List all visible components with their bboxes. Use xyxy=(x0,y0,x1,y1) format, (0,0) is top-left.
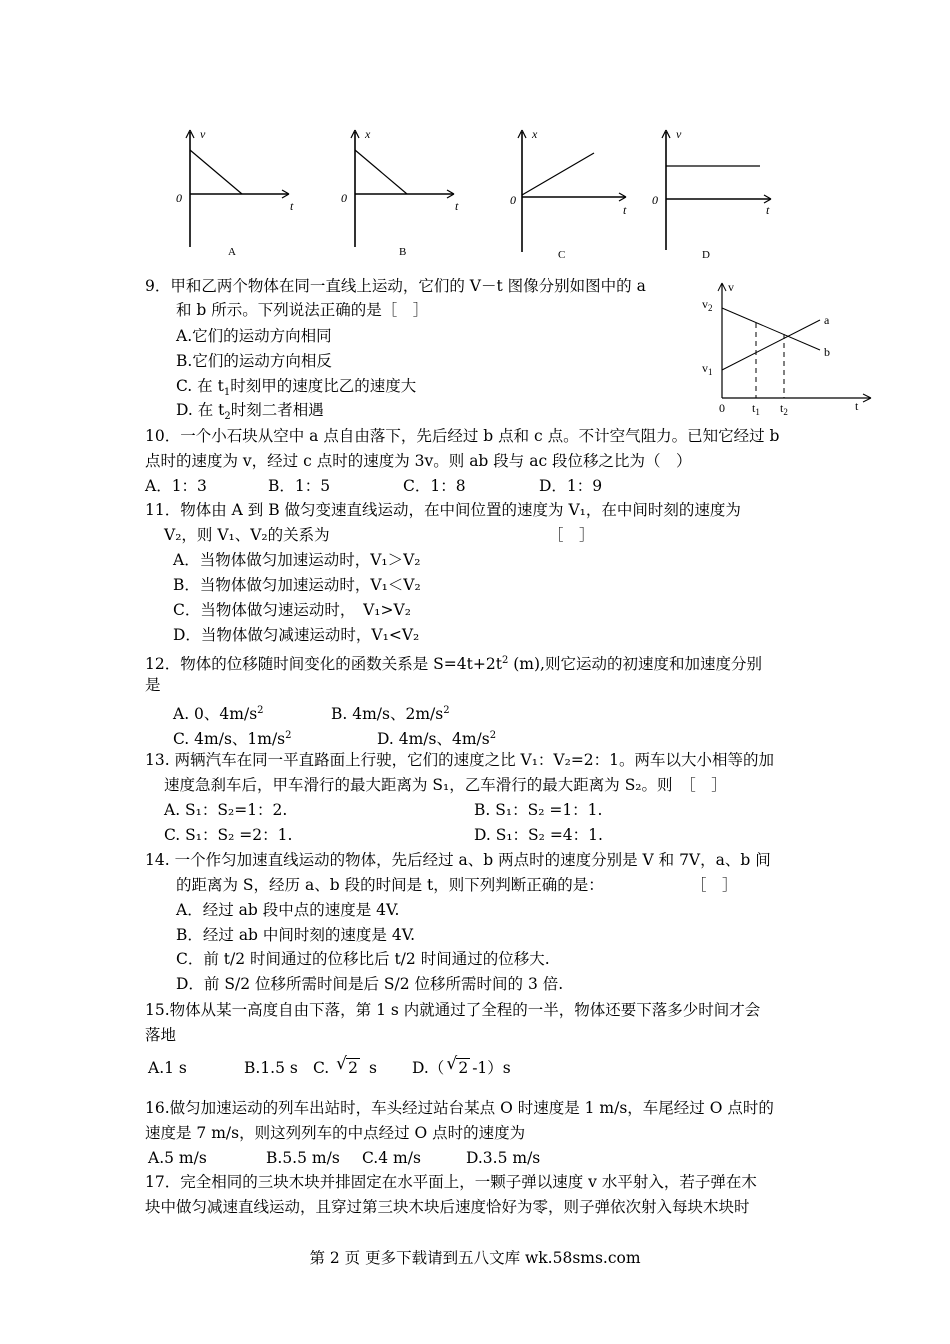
graph-b-origin: 0 xyxy=(341,191,347,205)
q10-option-b: B．1：5 xyxy=(268,477,331,495)
vt-v1-label: $v_1$ xyxy=(702,361,713,377)
q15-option-a: A.1 s xyxy=(148,1059,187,1077)
q13-option-d: D. S₁：S₂ =4：1. xyxy=(474,826,603,844)
q15-option-c: C. √ 2 s xyxy=(313,1054,377,1077)
q9-option-b: B.它们的运动方向相反 xyxy=(176,352,332,370)
q12-line2: 是 xyxy=(145,676,161,694)
q11-line1: 11．物体由 A 到 B 做匀变速直线运动，在中间位置的速度为 V₁，在中间时刻的速度为 xyxy=(145,501,741,519)
vt-t2-label: $t_2$ xyxy=(780,401,788,417)
graph-d-xlabel: t xyxy=(766,203,770,217)
q11-option-c: C．当物体做匀速运动时， V₁>V₂ xyxy=(173,601,411,619)
q16-option-c: C.4 m/s xyxy=(362,1149,421,1167)
graph-d-ylabel: v xyxy=(676,127,682,141)
q16-option-d: D.3.5 m/s xyxy=(466,1149,541,1167)
q17-line1: 17．完全相同的三块木块并排固定在水平面上，一颗子弹以速度 v 水平射入，若子弹在木 xyxy=(145,1173,757,1191)
q16-option-a: A.5 m/s xyxy=(148,1149,207,1167)
vt-t-axis-label: t xyxy=(855,399,859,413)
q13-option-a: A. S₁：S₂=1：2. xyxy=(164,801,288,819)
graph-a-caption: A xyxy=(228,246,236,258)
vt-line-a-label: a xyxy=(824,313,830,327)
sqrt-icon: √ 2 xyxy=(336,1054,359,1077)
graph-d-caption: D xyxy=(702,249,710,261)
q15-option-b: B.1.5 s xyxy=(244,1059,298,1077)
q16-option-b: B.5.5 m/s xyxy=(266,1149,340,1167)
graph-a xyxy=(170,122,310,266)
q15-line2: 落地 xyxy=(145,1026,177,1044)
q17-line2: 块中做匀减速直线运动，且穿过第三块木块后速度恰好为零，则子弹依次射入每块木块时 xyxy=(145,1198,750,1216)
graph-b-xlabel: t xyxy=(455,199,459,213)
q11-option-d: D．当物体做匀减速运动时，V₁<V₂ xyxy=(173,626,420,644)
graph-b-caption: B xyxy=(399,246,407,258)
graph-d-origin: 0 xyxy=(652,193,658,207)
q10-option-a: A．1：3 xyxy=(145,477,207,495)
graph-b-ylabel: x xyxy=(365,127,371,141)
q9-option-a: A.它们的运动方向相同 xyxy=(176,327,332,345)
q9-line1: 9．甲和乙两个物体在同一直线上运动，它们的 V－t 图像分别如图中的 a xyxy=(145,277,646,295)
q11-bracket: ［ ］ xyxy=(548,526,595,544)
q11-option-a: A．当物体做匀加速运动时，V₁＞V₂ xyxy=(173,551,421,569)
graph-c-xlabel: t xyxy=(623,203,627,217)
q16-line1: 16.做匀加速运动的列车出站时，车头经过站台某点 O 时速度是 1 m/s，车尾经过 O 点时的 xyxy=(145,1099,774,1117)
q10-option-d: D．1：9 xyxy=(539,477,603,495)
vt-v-axis-label: v xyxy=(728,280,734,294)
sqrt-icon: √ 2 xyxy=(446,1054,469,1077)
graph-c-ylabel: x xyxy=(532,127,538,141)
graph-c-caption: C xyxy=(558,249,566,261)
q14-option-c: C．前 t/2 时间通过的位移比后 t/2 时间通过的位移大. xyxy=(176,950,550,968)
q12-option-d: D. 4m/s、$4m/s^2$ xyxy=(377,730,497,749)
q11-line2: V₂，则 V₁、V₂的关系为 xyxy=(164,526,330,544)
graph-c xyxy=(500,122,640,266)
graph-c-origin: 0 xyxy=(510,193,516,207)
q14-line2: 的距离为 S，经历 a、b 段的时间是 t，则下列判断正确的是： xyxy=(176,876,604,894)
vt-origin-label: 0 xyxy=(719,401,725,415)
q14-option-d: D．前 S/2 位移所需时间是后 S/2 位移所需时间的 3 倍. xyxy=(176,975,564,993)
q10-option-c: C．1：8 xyxy=(403,477,466,495)
q13-option-c: C. S₁：S₂ =2：1. xyxy=(164,826,293,844)
q12-line1: 12．物体的位移随时间变化的函数关系是 $S=4t+2t^2$ (m),则它运动的初速度和加速度分别 xyxy=(145,655,762,674)
q14-line1: 14. 一个作匀加速直线运动的物体，先后经过 a、b 两点时的速度分别是 V 和 7V，a、b 间 xyxy=(145,851,771,869)
q13-option-b: B. S₁：S₂ =1：1. xyxy=(474,801,603,819)
vt-t1-label: $t_1$ xyxy=(752,401,760,417)
q10-line2: 点时的速度为 v，经过 c 点时的速度为 3v。则 ab 段与 ac 段位移之比为（ ） xyxy=(145,452,692,470)
q9-option-d: D. 在 $t_2$时刻二者相遇 xyxy=(176,401,324,423)
vt-v2-label: $v_2$ xyxy=(702,297,713,313)
q13-line1: 13. 两辆汽车在同一平直路面上行驶，它们的速度之比 V₁：V₂=2：1。两车以大小相等的加 xyxy=(145,751,775,769)
q14-bracket: ［ ］ xyxy=(691,876,738,894)
q14-option-a: A．经过 ab 段中点的速度是 4V. xyxy=(176,901,400,919)
vt-line-b-label: b xyxy=(824,345,830,359)
graph-b xyxy=(335,122,475,266)
page-footer: 第 2 页 更多下载请到五八文库 wk.58sms.com xyxy=(309,1249,641,1267)
q15-option-d: D.（ √ 2 -1）s xyxy=(412,1054,511,1077)
graph-d xyxy=(648,122,788,266)
vt-graph-q9 xyxy=(698,278,878,422)
q13-line2: 速度急刹车后，甲车滑行的最大距离为 S₁，乙车滑行的最大距离为 S₂。则 ［ ］ xyxy=(164,776,727,794)
q16-line2: 速度是 7 m/s，则这列列车的中点经过 O 点时的速度为 xyxy=(145,1124,526,1142)
q9-line2: 和 b 所示。下列说法正确的是［ ］ xyxy=(176,301,429,319)
q11-option-b: B．当物体做匀加速运动时，V₁＜V₂ xyxy=(173,576,421,594)
q12-option-c: C. 4m/s、$1m/s^2$ xyxy=(173,730,292,749)
graph-a-origin: 0 xyxy=(176,191,182,205)
q12-option-b: B. 4m/s、$2m/s^2$ xyxy=(331,705,450,724)
q12-option-a: A. 0、$4m/s^2$ xyxy=(173,705,264,724)
q15-line1: 15.物体从某一高度自由下落，第 1 s 内就通过了全程的一半，物体还要下落多少时间才会 xyxy=(145,1001,761,1019)
q9-option-c: C. 在 $t_1$时刻甲的速度比乙的速度大 xyxy=(176,377,417,399)
q14-option-b: B．经过 ab 中间时刻的速度是 4V. xyxy=(176,926,416,944)
q10-line1: 10．一个小石块从空中 a 点自由落下，先后经过 b 点和 c 点。不计空气阻力。已知它经过 b xyxy=(145,427,780,445)
graph-a-ylabel: v xyxy=(200,127,206,141)
graph-a-xlabel: t xyxy=(290,199,294,213)
